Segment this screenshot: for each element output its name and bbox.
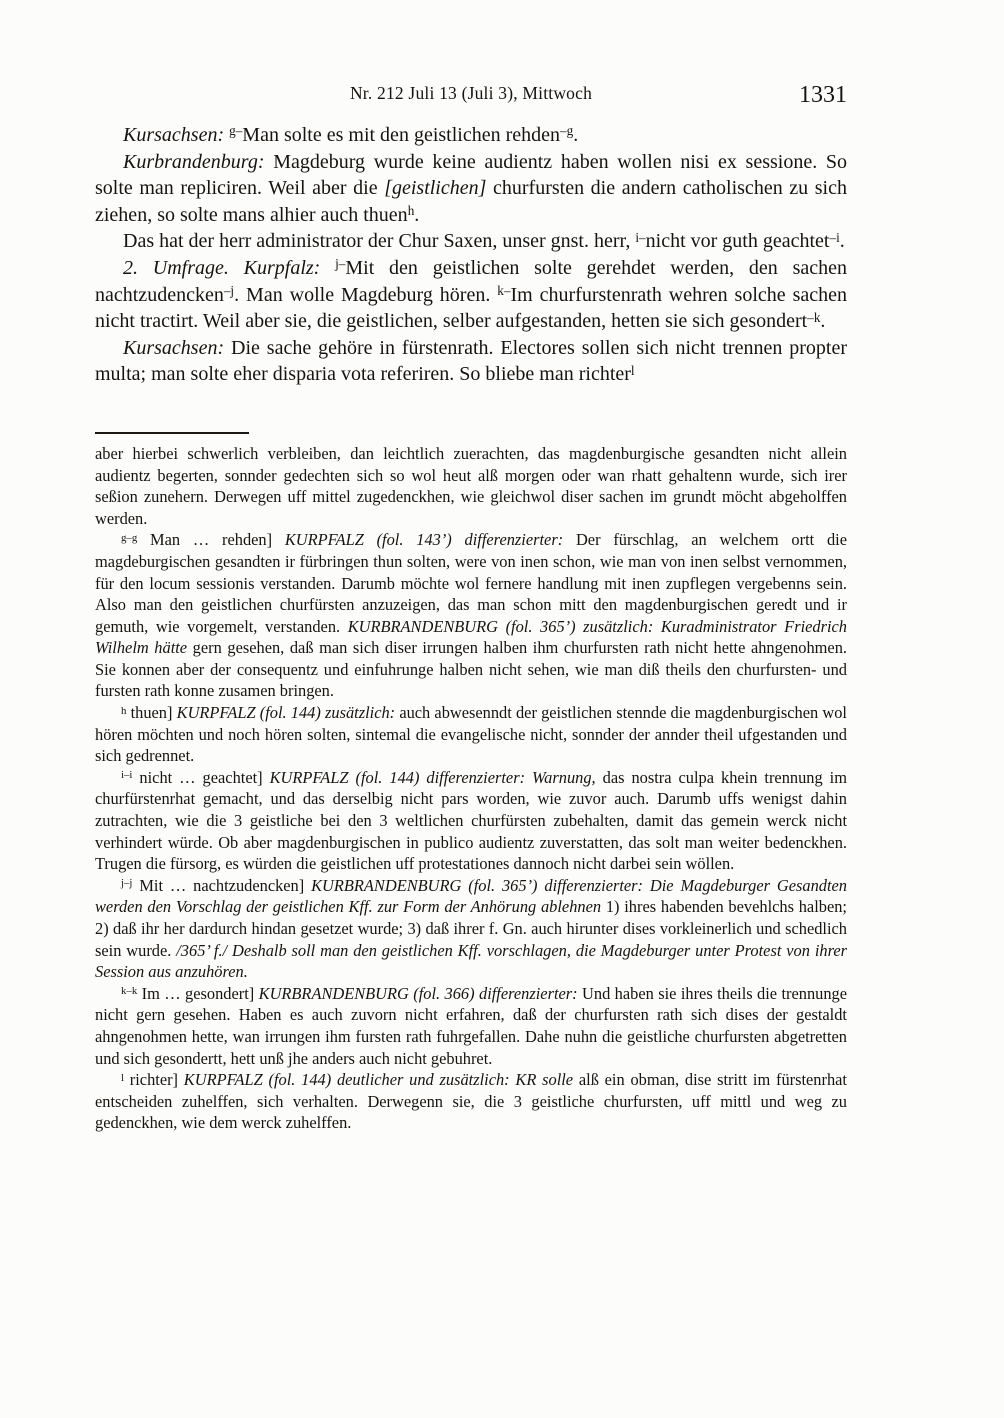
footnote: $^h$ thuen] KURPFALZ (fol. 144) zusätzlich: auch abwesenndt der geistlichen stennde die magdenburgischen wol hören möchten und noch hören solten, sintemal die evangelische nicht, sonnder der annder theil ufgestanden und sich gedrennet.: [95, 703, 847, 766]
running-header-title: Nr. 212 Juli 13 (Juli 3), Mittwoch: [349, 83, 593, 103]
footnote: $^l$ richter] KURPFALZ (fol. 144) deutlicher und zusätzlich: KR solle alß ein obman, dise stritt im fürstenrhat entscheiden zuhelffen, sich verhalten. Derwegenn sie, die 3 geistliche churfursten, uff mittl und weg zu gedenckhen, wie dem werck zuhelffen.: [95, 1070, 847, 1133]
footnote: $^{k-k}$ Im … gesondert] KURBRANDENBURG (fol. 366) differenzierter: Und haben sie ihres theils die trennunge nicht gern gesehen. Haben es auch zuvorn nicht erfahren, daß der churfursten rath sich dises der gestaldt ahngenohmen hette, wan irrungen ihm fursten rath fuhrgefallen. Dahe nuhn die geistliche churfursten abgetretten und sich gesondertt, hett unß jhe anders auch nicht gebuhret.: [95, 983, 848, 1068]
body-paragraph: Das hat der herr administrator der Chur Saxen, unser gnst. herr, $^{i-}$nicht vor guth geachtet$^{-i}$.: [123, 229, 845, 253]
footnote-block: [95, 443, 847, 1134]
footnote: $^{j-j}$ Mit … nachtzudencken] KURBRANDENBURG (fol. 365’) differenzierter: Die Magdeburger Gesandten werden den Vorschlag der geistlichen Kff. zur Form der Anhörung ablehnen 1) ihres habenden bevehlchs halben; 2) daß ihr her dardurch hindan gesetzet wurde; 3) daß ihrer f. Gn. auch hirunter dises vorkleinerlich und schedlich sein wurde. /365’ f./ Deshalb soll man den geistlichen Kff. vorschlagen, die Magdeburger unter Protest von ihrer Session aus anzuhören.: [95, 875, 847, 982]
main-text-block: [95, 122, 847, 388]
body-paragraph: Kurbrandenburg: Magdeburg wurde keine audientz haben wollen nisi ex sessione. So solte man repliciren. Weil aber die [geistlichen] churfursten die andern catholischen zu sich ziehen, so solte mans alhier auch thuen$^h$.: [95, 150, 848, 226]
book-page: [95, 0, 847, 1134]
body-paragraph: Kursachsen: $^{g-}$Man solte es mit den geistlichen rehden$^{-g}$.: [123, 123, 579, 146]
footnote: $^{i-i}$ nicht … geachtet] KURPFALZ (fol. 144) differenzierter: Warnung, das nostra culpa khein trennung im churfürstenrhat gemacht, und das derselbig nicht pars worden, wie zuvor auch. Darumb uffs wenigst dahin zutrachten, wie die 3 geistliche bei den 3 weltlichen churfürsten zubehalten, damit das gemein werck nicht verhindert würde. Ob aber magdenburgischen in publico audientz zuverstatten, das solt man weiter bedenckhen. Trugen die fürsorg, es würden die geistlichen uff protestationes dannoch nicht darbei sein wöllen.: [95, 767, 847, 874]
footnote-separator-rule: [95, 432, 249, 434]
body-paragraph: Kursachsen: Die sache gehöre in fürstenrath. Electores sollen sich nicht trennen propter multa; man solte eher disparia vota referiren. So bliebe man richter$^l$: [95, 336, 847, 386]
footnote-continuation: aber hierbei schwerlich verbleiben, dan leichtlich zuerachten, das magdenburgische gesandten nicht allein audientz begerten, sonnder gedechten sich so wol heut alß morgen oder wan rhatt gehaltenn wurde, sich irer seßion zunehern. Derwegen uff mittel zugedenckhen, wie gleichwol diser sachen im grundt möcht abgeholffen werden.: [95, 443, 847, 528]
page-number: 1331: [799, 82, 847, 108]
footnote: $^{g-g}$ Man … rehden] KURPFALZ (fol. 143’) differenzierter: Der fürschlag, an welchem ortt die magdeburgischen gesandten ir fürbringen thun solten, were von inen schon, wie man von inen selbst vernommen, für den locum sessionis verstanden. Darumb möchte wol fernere handlung mit inen zupflegen vergebenns sein. Also man den geistlichen churfürsten anzuzeigen, das man schon mitt den magdenburgischen geredt und ir gemuth, wie vorgemelt, verstanden. KURBRANDENBURG (fol. 365’) zusätzlich: Kuradministrator Friedrich Wilhelm hätte gern gesehen, daß man sich diser irrungen halben ihm churfursten rath nicht hette ahngenohmen. Sie konnen aber der consequentz und einfuhrunge halben nicht sehen, wie man diß theils den churfursten- und fursten rath konne zusamen bringen.: [95, 530, 847, 701]
running-header: [95, 0, 847, 106]
body-paragraph: 2. Umfrage. Kurpfalz: $^{j-}$Mit den geistlichen solte gerehdet werden, den sachen nachtzudencken$^{-j}$. Man wolle Magdeburg hören. $^{k-}$Im churfurstenrath wehren solche sachen nicht tractirt. Weil aber sie, die geistlichen, selber aufgestanden, hetten sie sich gesondert$^{-k}$.: [95, 256, 848, 333]
